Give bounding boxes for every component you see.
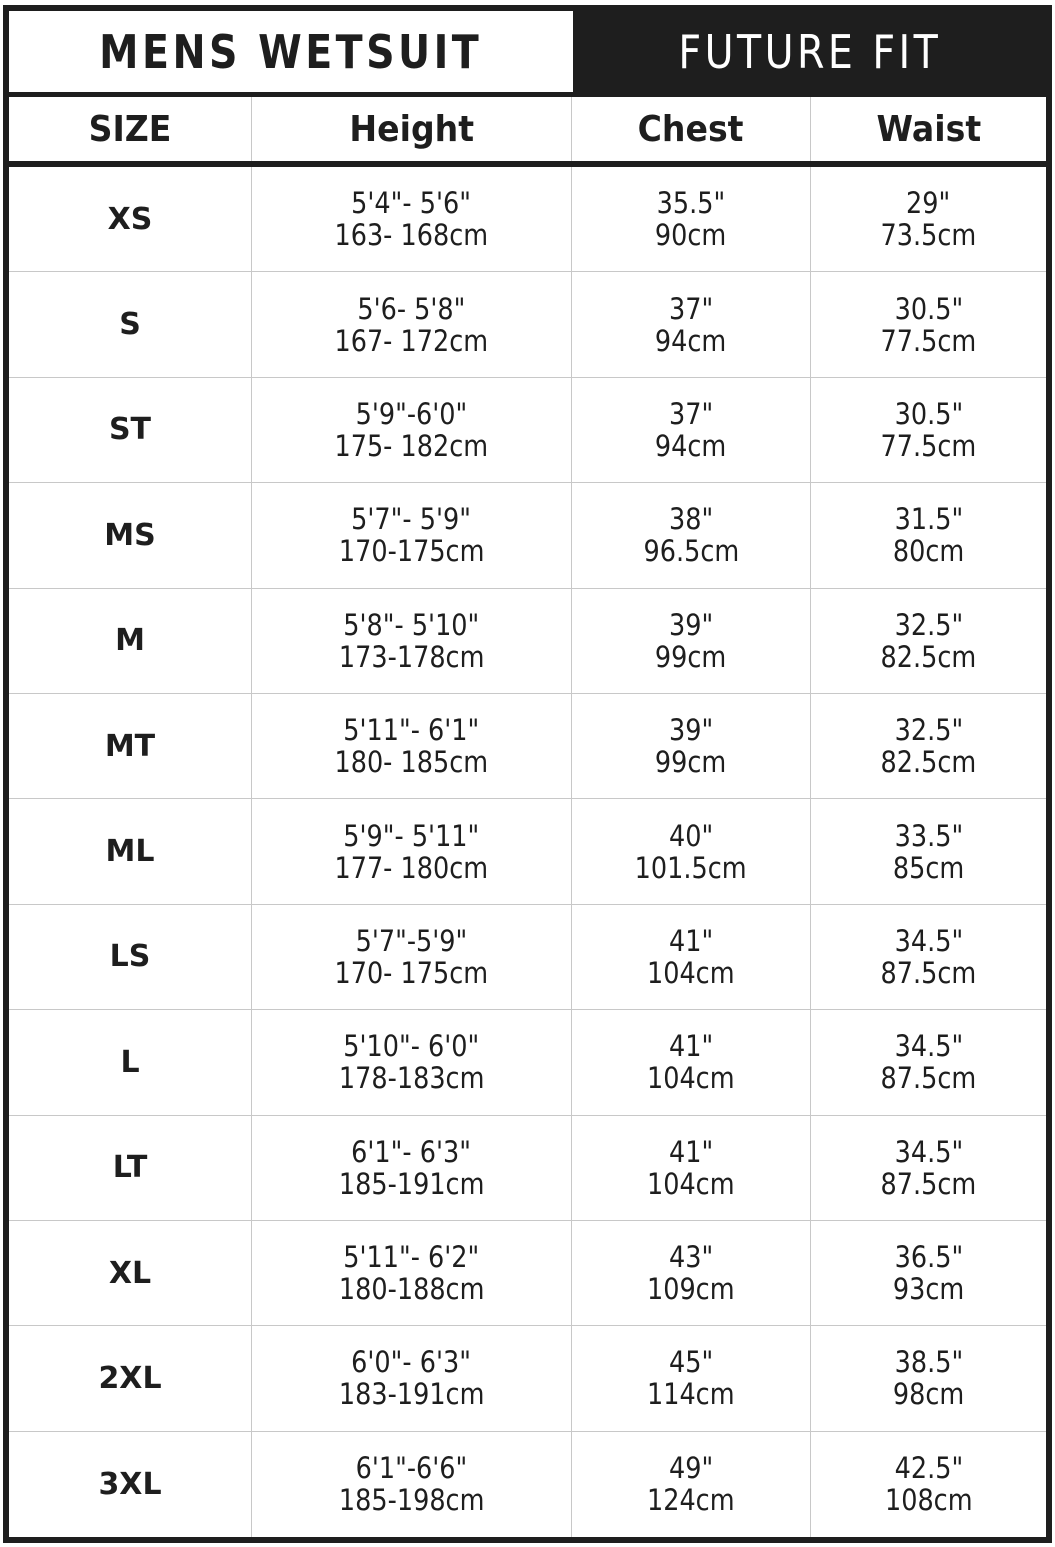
height-imperial: 6'0"- 6'3" [351,1345,472,1380]
chest-cell [572,799,811,903]
height-metric: 185-198cm [338,1483,485,1518]
waist-cm: 93cm [892,1272,965,1307]
waist-cm: 108cm [884,1483,973,1518]
waist-cm: 87.5cm [880,955,977,990]
chest-inches: 35.5" [656,186,726,221]
waist-inches: 32.5" [894,713,963,748]
waist-inches: 32.5" [894,607,963,642]
chest-cell [572,1010,811,1114]
height-cell [252,589,572,693]
height-imperial: 5'10"- 6'0" [343,1029,480,1064]
chest-cm: 109cm [647,1272,735,1307]
table-row [9,1010,1046,1115]
chest-cm: 90cm [655,218,727,253]
height-metric: 180- 185cm [334,745,489,780]
chest-cm: 114cm [647,1377,735,1412]
height-imperial: 5'9"-6'0" [355,396,468,431]
title-future-fit [573,11,1046,92]
height-imperial: 5'11"- 6'2" [343,1240,480,1275]
title-mens-wetsuit [9,11,573,92]
column-header-size: SIZE [9,97,252,161]
size-cell: ST [9,378,252,482]
height-metric: 180-188cm [338,1272,485,1307]
chest-cell [572,1432,811,1537]
chest-inches: 41" [668,923,714,958]
chest-cm: 94cm [655,428,727,463]
column-header-row [9,92,1046,167]
table-row [9,799,1046,904]
table-row [9,167,1046,272]
waist-cell [811,167,1046,271]
waist-inches: 29" [906,186,951,221]
chest-cell [572,272,811,376]
chest-cm: 101.5cm [635,850,747,885]
waist-cell [811,589,1046,693]
size-cell: MS [9,483,252,587]
chest-cell [572,167,811,271]
size-cell: LT [9,1116,252,1220]
table-row [9,1116,1046,1221]
chest-cell [572,1221,811,1325]
chest-cm: 99cm [655,639,727,674]
height-metric: 177- 180cm [334,850,489,885]
height-imperial: 5'9"- 5'11" [343,818,480,853]
height-metric: 167- 172cm [334,323,489,358]
size-cell: 2XL [9,1326,252,1430]
chest-inches: 43" [668,1240,714,1275]
waist-cell [811,1326,1046,1430]
waist-cm: 82.5cm [880,745,977,780]
size-cell: S [9,272,252,376]
height-cell [252,167,572,271]
waist-inches: 33.5" [894,818,963,853]
height-imperial: 6'1"-6'6" [355,1451,468,1486]
chest-cm: 104cm [647,955,735,990]
waist-cell [811,694,1046,798]
chest-inches: 38" [668,502,714,537]
height-cell [252,694,572,798]
chest-inches: 40" [668,818,714,853]
chest-cm: 104cm [647,1061,735,1096]
waist-cm: 87.5cm [880,1061,977,1096]
height-imperial: 6'1"- 6'3" [351,1134,472,1169]
size-chart [3,5,1052,1543]
chest-cell [572,1326,811,1430]
waist-cell [811,483,1046,587]
title-left-text: MENS WETSUIT [99,24,483,79]
height-metric: 173-178cm [338,639,485,674]
size-cell: L [9,1010,252,1114]
table-body [9,167,1046,1537]
chest-cell [572,694,811,798]
height-cell [252,1010,572,1114]
chest-cm: 104cm [647,1166,735,1201]
height-cell [252,483,572,587]
height-metric: 178-183cm [338,1061,485,1096]
height-cell [252,1432,572,1537]
height-cell [252,1326,572,1430]
column-header-waist: Waist [876,108,981,150]
size-cell: LS [9,905,252,1009]
height-cell [252,378,572,482]
waist-cell [811,1010,1046,1114]
height-imperial: 5'11"- 6'1" [343,713,480,748]
size-cell: M [9,589,252,693]
chest-inches: 41" [668,1134,714,1169]
waist-inches: 34.5" [894,923,963,958]
waist-cm: 85cm [892,850,965,885]
waist-inches: 30.5" [894,291,963,326]
chest-inches: 37" [668,396,714,431]
column-header-chest: Chest [572,97,811,161]
waist-inches: 34.5" [894,1134,963,1169]
height-metric: 175- 182cm [334,428,489,463]
waist-cm: 98cm [892,1377,965,1412]
chest-cell [572,483,811,587]
size-cell: XS [9,167,252,271]
chest-cell [572,378,811,482]
table-row [9,905,1046,1010]
height-imperial: 5'7"- 5'9" [351,502,472,537]
waist-inches: 42.5" [894,1451,963,1486]
waist-inches: 30.5" [894,396,963,431]
size-cell: XL [9,1221,252,1325]
waist-cm: 82.5cm [880,639,977,674]
table-row [9,1326,1046,1431]
height-cell [252,1116,572,1220]
height-imperial: 5'6- 5'8" [357,291,466,326]
chest-inches: 45" [668,1345,714,1380]
chest-inches: 49" [668,1451,714,1486]
waist-inches: 34.5" [894,1029,963,1064]
waist-cm: 77.5cm [880,428,977,463]
waist-cell [811,1116,1046,1220]
table-row [9,483,1046,588]
chest-cm: 96.5cm [643,534,739,569]
waist-cell [811,378,1046,482]
size-cell: MT [9,694,252,798]
chest-cell [572,589,811,693]
height-imperial: 5'7"-5'9" [355,923,468,958]
height-metric: 170- 175cm [334,955,489,990]
table-row [9,378,1046,483]
height-metric: 170-175cm [338,534,485,569]
height-cell [252,1221,572,1325]
chest-inches: 39" [668,607,714,642]
table-row [9,1432,1046,1537]
chest-inches: 37" [668,291,714,326]
chest-cm: 99cm [655,745,727,780]
chest-cm: 124cm [647,1483,735,1518]
height-metric: 163- 168cm [334,218,489,253]
waist-cell [811,799,1046,903]
table-row [9,272,1046,377]
waist-cm: 77.5cm [880,323,977,358]
title-right-text: FUTURE FIT [678,24,941,79]
table-row [9,589,1046,694]
height-cell [252,905,572,1009]
size-cell: ML [9,799,252,903]
chest-cell [572,1116,811,1220]
size-cell: 3XL [9,1432,252,1537]
waist-cm: 73.5cm [880,218,977,253]
waist-cm: 80cm [892,534,965,569]
height-imperial: 5'8"- 5'10" [343,607,480,642]
chest-cell [572,905,811,1009]
table-row [9,694,1046,799]
title-bar [9,11,1046,92]
chest-inches: 41" [668,1029,714,1064]
waist-inches: 38.5" [894,1345,963,1380]
chest-inches: 39" [668,713,714,748]
height-metric: 183-191cm [338,1377,485,1412]
waist-cm: 87.5cm [880,1166,977,1201]
chest-cm: 94cm [655,323,727,358]
height-cell [252,799,572,903]
height-metric: 185-191cm [338,1166,485,1201]
waist-inches: 31.5" [894,502,963,537]
height-imperial: 5'4"- 5'6" [351,186,472,221]
height-cell [252,272,572,376]
waist-inches: 36.5" [894,1240,963,1275]
table-row [9,1221,1046,1326]
waist-cell [811,905,1046,1009]
waist-cell [811,1432,1046,1537]
waist-cell [811,1221,1046,1325]
waist-cell [811,272,1046,376]
column-header-height: Height [252,97,572,161]
